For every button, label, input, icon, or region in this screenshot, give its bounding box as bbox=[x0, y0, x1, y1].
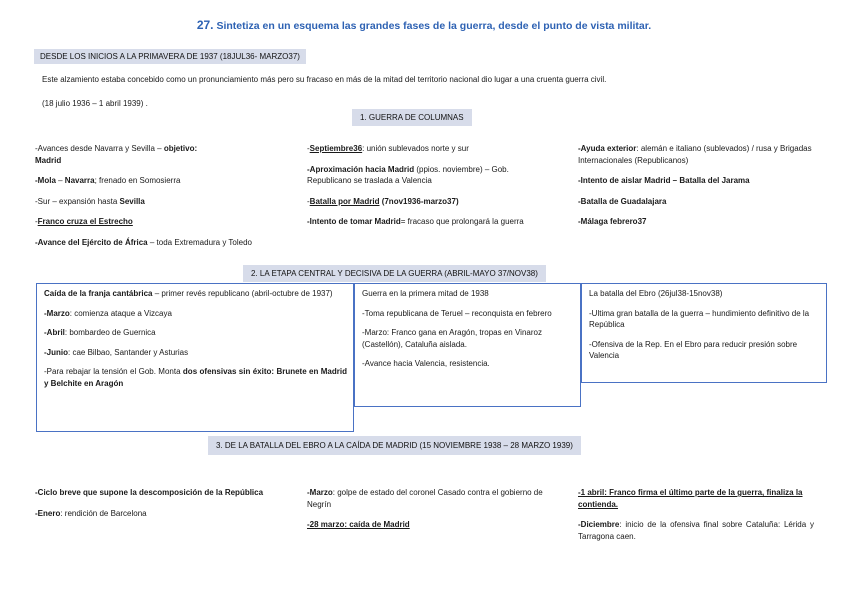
list-item: -Málaga febrero37 bbox=[578, 217, 647, 226]
question-number: 27. bbox=[196, 18, 214, 32]
list-item: -Ciclo breve que supone la descomposición de la República bbox=[35, 488, 264, 497]
list-item: -Aproximación hacia Madrid (ppios. noviembre) – Gob. Republicano se traslada a Valencia bbox=[307, 164, 509, 185]
list-item: -Diciembre: inicio de la ofensiva final sobre Cataluña: Lérida y Tarragona caen. bbox=[578, 520, 814, 541]
page-title bbox=[0, 18, 848, 32]
list-item: -Marzo: golpe de estado del coronel Casado contra el gobierno de Negrín bbox=[307, 488, 543, 509]
list-item: -28 marzo: caída de Madrid bbox=[307, 520, 410, 529]
list-item: -Avances desde Navarra y Sevilla – objetivo: Madrid bbox=[35, 144, 198, 165]
list-item: -Toma republicana de Teruel – reconquista en febrero bbox=[362, 308, 552, 318]
intro-dates: (18 julio 1936 – 1 abril 1939) . bbox=[42, 99, 148, 108]
phase3-column-1 bbox=[35, 487, 271, 528]
list-item: -Ayuda exterior: alemán e italiano (sublevados) / rusa y Brigadas Internacionales (Republicanos) bbox=[578, 144, 812, 165]
phase2-heading: 2. LA ETAPA CENTRAL Y DECISIVA DE LA GUERRA (ABRIL-MAYO 37/NOV38) bbox=[243, 265, 546, 282]
list-item: -Intento de aislar Madrid – Batalla del Jarama bbox=[578, 176, 750, 185]
phase3-column-3 bbox=[578, 487, 814, 551]
list-item: -Marzo: Franco gana en Aragón, tropas en Vinaroz (Castellón), Cataluña aislada. bbox=[362, 328, 542, 349]
list-item: -Sur – expansión hasta Sevilla bbox=[35, 196, 145, 206]
phase3-column-2 bbox=[307, 487, 547, 540]
list-item: -Ofensiva de la Rep. En el Ebro para reducir presión sobre Valencia bbox=[589, 339, 798, 360]
list-item: -Avance del Ejército de África – toda Extremadura y Toledo bbox=[35, 237, 252, 247]
list-item: -Batalla de Guadalajara bbox=[578, 196, 667, 206]
list-item: -Intento de tomar Madrid= fracaso que prolongará la guerra bbox=[307, 217, 524, 226]
phase1-heading: 1. GUERRA DE COLUMNAS bbox=[352, 109, 472, 126]
phase2-box-cantabrica bbox=[36, 283, 354, 432]
list-item: -Mola – Navarra; frenado en Somosierra bbox=[35, 176, 181, 185]
list-item: -Franco cruza el Estrecho bbox=[35, 217, 133, 226]
question-text: Sintetiza en un esquema las grandes fases de la guerra, desde el punto de vista militar. bbox=[216, 20, 652, 32]
list-item: -Enero: rendición de Barcelona bbox=[35, 508, 147, 518]
phase1-column-3 bbox=[578, 143, 816, 237]
list-item: Guerra en la primera mitad de 1938 bbox=[362, 289, 489, 298]
phase3-heading: 3. DE LA BATALLA DEL EBRO A LA CAÍDA DE MADRID (15 NOVIEMBRE 1938 – 28 MARZO 1939) bbox=[208, 436, 581, 455]
list-item: -Para rebajar la tensión el Gob. Monta dos ofensivas sin éxito: Brunete en Madrid y Belchite en Aragón bbox=[44, 367, 347, 388]
intro-paragraph: Este alzamiento estaba concebido como un pronunciamiento más pero su fracaso en más de la mitad del territorio nacional dio lugar a una cruenta guerra civil. bbox=[42, 75, 607, 84]
list-item: Caída de la franja cantábrica – primer revés republicano (abril-octubre de 1937) bbox=[44, 289, 333, 298]
list-item: -Septiembre36: unión sublevados norte y sur bbox=[307, 144, 469, 153]
list-item: -Ultima gran batalla de la guerra – hundimiento definitivo de la República bbox=[589, 308, 810, 329]
list-item: -Marzo: comienza ataque a Vizcaya bbox=[44, 308, 172, 318]
section-heading-main: DESDE LOS INICIOS A LA PRIMAVERA DE 1937 (18JUL36- MARZO37) bbox=[34, 49, 306, 64]
phase1-column-2 bbox=[307, 143, 547, 237]
phase2-box-ebro bbox=[581, 283, 827, 383]
list-item: -Batalla por Madrid (7nov1936-marzo37) bbox=[307, 196, 459, 206]
phase1-column-1 bbox=[35, 143, 271, 257]
list-item: -Avance hacia Valencia, resistencia. bbox=[362, 359, 490, 368]
list-item: La batalla del Ebro (26jul38-15nov38) bbox=[589, 289, 723, 298]
list-item: -Abril: bombardeo de Guernica bbox=[44, 328, 156, 337]
phase2-box-1938 bbox=[354, 283, 581, 407]
list-item: -Junio: cae Bilbao, Santander y Asturias bbox=[44, 347, 189, 357]
list-item: -1 abril: Franco firma el último parte de la guerra, finaliza la contienda. bbox=[578, 488, 803, 509]
